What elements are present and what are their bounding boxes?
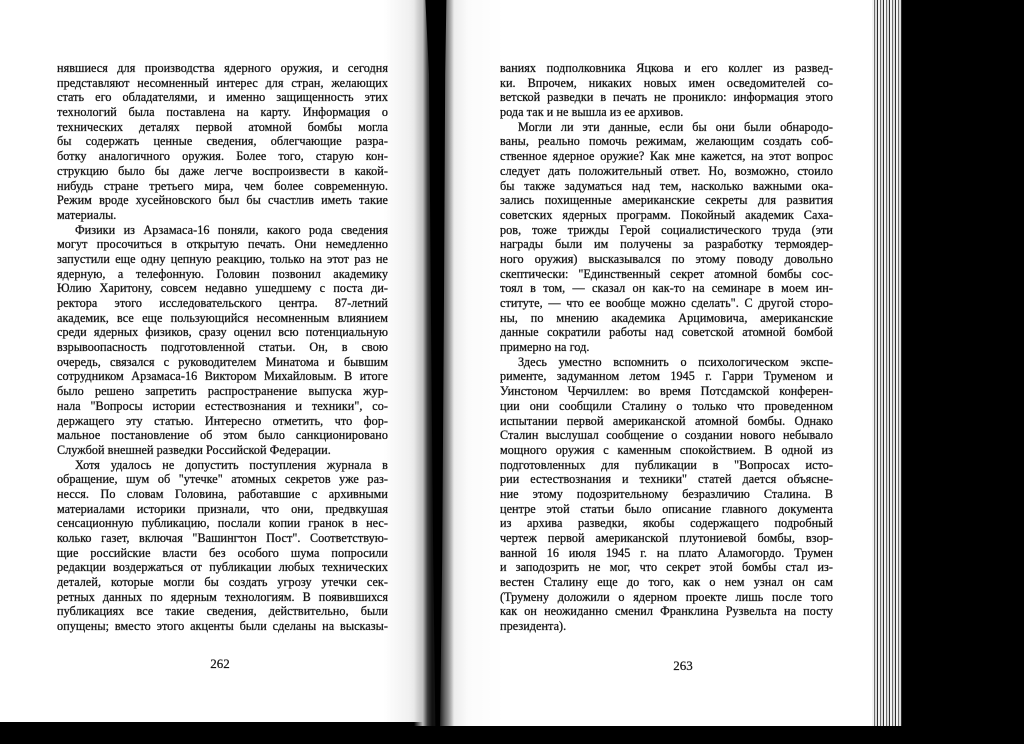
text-line: очередь, связался с руководителем Минатома и бывшим (57, 354, 388, 369)
text-line: нала "Вопросы истории естествознания и техники", со- (57, 398, 388, 413)
paragraph (57, 458, 388, 634)
text-line: обращение, шум об "утечке" атомных секретов уже раз- (57, 472, 388, 487)
text-line: ции они сообщили Сталину о только что проведенном (500, 398, 833, 413)
text-line: среди ядерных физиков, сразу оценил всю потенциальную (57, 325, 388, 340)
text-line: подготовленных для публикации в "Вопросах исто- (500, 457, 833, 472)
text-line: ретных данных по ядерным технологиям. В появившихся (57, 589, 388, 604)
text-line: запустили еще одну цепную реакцию, только на этот раз не (57, 251, 388, 266)
text-line: опущены; вместо этого акценты были сделаны на высказы- (57, 619, 388, 634)
text-line: ванной 16 июля 1945 г. на плато Аламогордо. Трумен (500, 545, 833, 560)
paragraph (500, 61, 833, 120)
text-line: ного оружия) высказывался по этому поводу довольно (500, 251, 833, 266)
text-line: бы также задуматься над тем, насколько важными ока- (500, 178, 833, 193)
text-line: сотрудником Арзамаса-16 Виктором Михайловым. В итоге (57, 369, 388, 384)
text-line: ров, тоже трижды Герой социалистического труда (эти (500, 222, 833, 237)
text-line: примерно на год. (500, 340, 590, 355)
text-line: Здесь уместно вспомнить о психологическом экспе- (518, 354, 833, 369)
text-line: ки. Впрочем, никаких новых имен осведомителей со- (500, 75, 833, 90)
text-line: нибудь стране третьего мира, чем более современную. (57, 178, 388, 193)
text-line: испытании первой американской атомной бомбы. Однако (500, 413, 833, 428)
text-line: могут просочиться в открытую печать. Они немедленно (57, 237, 388, 252)
text-line: Режим вроде хусейновского был бы счастлив иметь такие (57, 193, 388, 208)
text-line: ституте, — что ее вообще можно сделать". С другой сторо- (500, 296, 833, 310)
text-line: Службой внешней разведки Российской Федерации. (57, 442, 331, 457)
text-line: бы содержать ценные сведения, облегчающие разра- (57, 134, 388, 149)
text-line: данные сократили работы над советской атомной бомбой (500, 325, 833, 340)
text-line: советских ядерных программ. Покойный академик Саха- (500, 207, 833, 222)
text-line: награды были им получены за разработку термоядер- (500, 237, 833, 252)
text-line: деталей, которые могли бы создать угрозу утечки сек- (57, 575, 388, 590)
text-line: сенсационную публикацию, послали копии гранок в нес- (57, 516, 388, 531)
text-line: Юлию Харитону, совсем недавно ушедшему с поста ди- (57, 281, 388, 296)
text-line: ваны, реально помочь режимам, желающим создать соб- (500, 134, 833, 149)
text-line: академик, все еще пользующийся несомненным влиянием (57, 310, 388, 325)
text-line: технологий была поставлена на карту. Информация о (57, 105, 388, 120)
text-line: ядерную, а телефонную. Головин позвонил академику (57, 266, 388, 281)
text-line: технических деталях первой атомной бомбы могла (57, 119, 388, 134)
text-line: Сталин выслушал сообщение о создании нового небывало (500, 428, 833, 443)
text-line: рии естествознания и техники" статей дается объясне- (500, 472, 833, 487)
text-line: ботку аналогичного оружия. Более того, старую кон- (57, 149, 388, 164)
text-line: рименте, задуманном летом 1945 г. Гарри Труменом и (500, 369, 833, 384)
text-line: редакции воздержаться от публикации любых технических (57, 560, 388, 575)
page-edges (872, 0, 902, 726)
text-line: было решено запретить распространение выпуска жур- (57, 384, 388, 399)
text-line: и заподозрить не мог, что секрет этой бомбы стал из- (500, 560, 833, 575)
text-line: скептически: "Единственный секрет атомной бомбы сос- (500, 266, 833, 281)
text-line: из архива разведки, якобы содержащего подробный (500, 516, 833, 531)
text-line: Хотя удалось не допустить поступления журнала в (75, 457, 388, 472)
text-line: ственное ядерное оружие? Как мне кажется, на этот вопрос (500, 149, 833, 164)
text-line: следует дать положительный ответ. Но, возможно, стоило (500, 163, 833, 178)
text-line: держащего эту статью. Интересно отметить, что фор- (57, 413, 388, 428)
text-line: президента). (500, 619, 567, 634)
text-line: как он неожиданно сменил Франклина Рузвельта на посту (500, 604, 833, 619)
text-line: чертеж первой американской плутониевой бомбы, взор- (500, 531, 833, 545)
text-line: колько газет, включая "Вашингтон Пост". Соответствую- (57, 531, 388, 545)
text-line: Физики из Арзамаса-16 поняли, какого рода сведения (75, 222, 388, 237)
text-line: зались похищенные американские секреты для развития (500, 193, 833, 208)
text-line: мощного оружия с каменным спокойствием. В одной из (500, 442, 833, 457)
page-number-right: 263 (673, 658, 693, 673)
paragraph (500, 355, 833, 634)
text-line: материалы. (57, 207, 117, 222)
page-number-left: 262 (210, 656, 230, 671)
left-text-column (57, 61, 388, 651)
text-line: рода так и не вышла из ее архивов. (500, 105, 684, 120)
text-line: ны, по мнению академика Арцимовича, американские (500, 310, 833, 325)
paragraph (57, 223, 388, 458)
text-line: ваниях подполковника Яцкова и его коллег из развед- (500, 61, 833, 75)
text-line: вестен Сталину еще до того, как о нем узнал он сам (500, 575, 833, 590)
text-line: тоял в том, — сказал он как-то на семинаре в моем ин- (500, 281, 833, 296)
text-line: Могли ли эти данные, если бы они были обнародо- (518, 119, 833, 134)
text-line: центре этой статьи было описание главного документа (500, 501, 833, 516)
text-line: ветской разведки в печать не проникло: информация этого (500, 90, 833, 105)
text-line: (Трумену доложили о ядерном проекте лишь после того (500, 589, 833, 604)
text-line: Уинстоном Черчиллем: во время Потсдамской конферен- (500, 384, 833, 399)
text-line: несся. По словам Головина, работавшие с архивными (57, 486, 388, 501)
text-line: представляют несомненный интерес для стран, желающих (57, 75, 388, 90)
text-line: ректора этого исследовательского центра. 87-летний (57, 296, 388, 310)
text-line: мальное постановление об этом было санкционировано (57, 428, 388, 443)
text-line: публикациях все такие сведения, действительно, были (57, 604, 388, 619)
paragraph (57, 61, 388, 223)
text-line: материалами историки признали, что они, предвкушая (57, 501, 388, 516)
text-line: стать его обладателями, и именно защищенность этих (57, 90, 388, 105)
right-text-column (500, 61, 833, 651)
text-line: ние этому подозрительному безразличию Сталина. В (500, 486, 833, 501)
text-line: взрывоопасность подготовленной статьи. Он, в свою (57, 340, 388, 355)
text-line: нявшиеся для производства ядерного оружия, и сегодня (57, 61, 388, 75)
paragraph (500, 120, 833, 355)
text-line: струкцию было бы даже легче воспроизвести в какой- (57, 163, 388, 178)
text-line: щие российские власти без особого шума попросили (57, 545, 388, 560)
